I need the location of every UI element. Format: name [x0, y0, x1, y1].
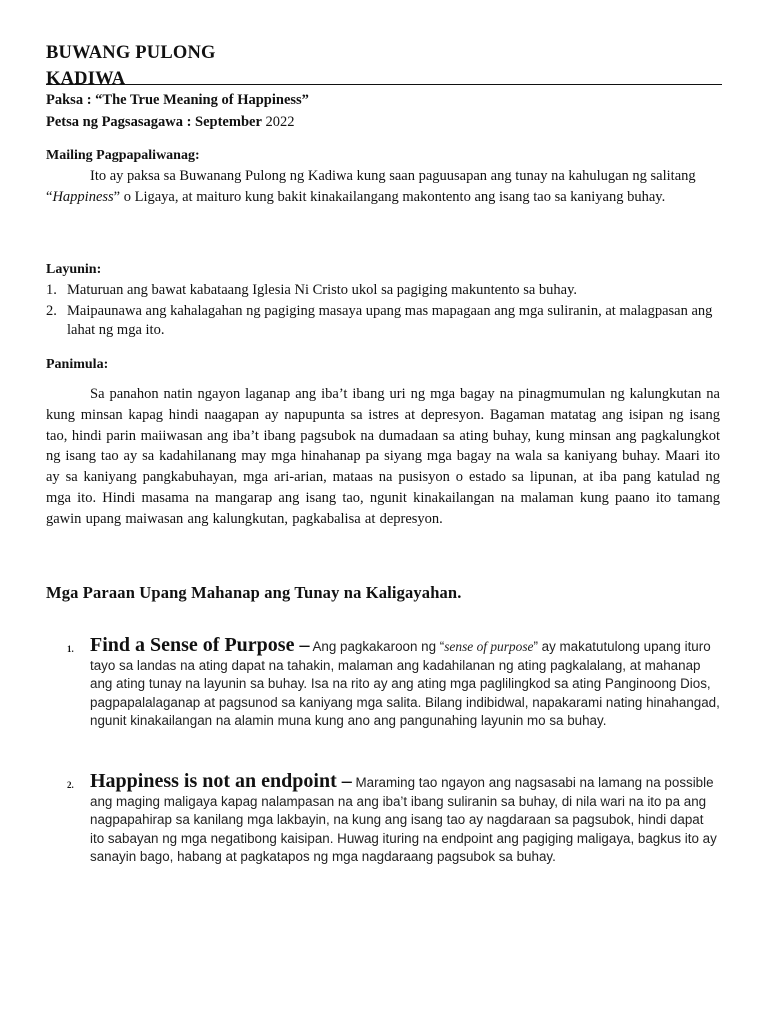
date-line — [46, 111, 720, 133]
objective-text: Maipaunawa ang kahalagahan ng pagiging masaya upang mas mapagaan ang mga suliranin, at malagpasan ang lahat ng mga ito. — [67, 303, 713, 338]
explanation-heading: Mailing Pagpapaliwanag: — [46, 148, 200, 163]
explanation-section — [46, 148, 720, 208]
explanation-text-b: ” o Ligaya, at maituro kung bakit kinakailangang makontento ang isang tao sa kaniyang buhay. — [113, 188, 666, 205]
way-italic: sense of purpose — [444, 639, 534, 654]
explanation-text-a: Ito ay paksa sa Buwanang Pulong ng Kadiwa kung saan paguusapan ang tunay na kahulugan ng salitang “ — [46, 168, 696, 205]
way-title: Find a Sense of Purpose – — [90, 634, 310, 656]
title-line-2: KADIWA — [46, 69, 126, 89]
title-line-1: BUWANG PULONG — [46, 43, 216, 63]
way-item-2 — [67, 772, 720, 867]
ways-heading: Mga Paraan Upang Mahanap ang Tunay na Kaligayahan. — [46, 583, 462, 602]
topic-value: “The True Meaning of Happiness” — [95, 92, 309, 108]
objectives-section — [0, 262, 720, 340]
way-rest: ” ay makatutulong upang ituro tayo sa landas na ating dapat na tahakin, malaman ang kadahilanan ng ating pagkalalang, at mahanap ang ating tunay na layunin sa buhay. Isa na rito ay ang ating mga paglilingkod sa ating Panginoong Dios, pagpapalalaganap at pagsunod sa kaniyang mga salita. Bilang indibidwal, napakarami nating hinahangad, ngunit kinakailangan na alamin muna kung ano ang pangunahing layunin mo sa buhay. — [90, 639, 720, 729]
objective-item — [0, 302, 720, 340]
way-text — [90, 772, 720, 867]
way-number: 1. — [67, 644, 74, 654]
objective-number: 1. — [46, 282, 57, 298]
date-label: Petsa ng Pagsasagawa : — [46, 114, 196, 130]
topic-label: Paksa : — [46, 92, 96, 108]
date-month: September — [195, 114, 262, 130]
objective-item — [0, 281, 720, 300]
way-lead: Maraming tao ngayon ang nagsasabi na lamang na possible ang maging maligaya kapag nalampasan na ang iba’t ibang suliranin sa buhay, di nila wari na ito pa ang nagpapahirap sa kanilang mga lakbayin, na kung ang isang tao ay nagdaraan sa pagsubok, hindi dapat ito sabayan ng mga negatibong kaisipan. Huwag ituring na endpoint ang pagiging maligaya, bagkus ito ay sanayin bago, habang at pagkatapos ng mga nagdaraang pagsubok sa buhay. — [90, 775, 717, 865]
way-lead: Ang pagkakaroon ng “ — [309, 639, 445, 654]
way-title: Happiness is not an endpoint – — [90, 770, 352, 792]
meta-section — [46, 89, 720, 133]
objective-number: 2. — [46, 303, 57, 319]
objective-text: Maturuan ang bawat kabataang Iglesia Ni Cristo ukol sa pagiging makuntento sa buhay. — [67, 282, 578, 298]
introduction-section — [46, 357, 720, 530]
objectives-list — [0, 281, 720, 340]
introduction-heading: Panimula: — [46, 357, 109, 372]
way-text — [90, 636, 720, 731]
explanation-text — [46, 166, 720, 208]
ways-heading-block — [46, 583, 720, 603]
topic-line — [46, 89, 720, 111]
way-item-1 — [67, 636, 720, 731]
date-year: 2022 — [261, 114, 295, 130]
title-divider — [46, 84, 722, 85]
explanation-italic: Happiness — [52, 188, 114, 205]
introduction-text: Sa panahon natin ngayon laganap ang iba’t ibang uri ng mga bagay na pinagmumulan ng kalungkutan na kung minsan kapag hindi naagapan ay napupunta sa istres at depresyon. Bagaman matatag ang isipan ng isang tao, hindi parin maiiwasan ang iba’t ibang pagsubok na dumadaan sa ating buhay, kung minsan ang pagkalungkot ng isang tao ay sa kadahilanang may mga hinahanap pa siyang mga bagay na wala sa kaniyang buhay. Maari ito ay sa kaniyang pangkabuhayan, mga ari-arian, mataas na pusisyon o estado sa lipunan, at iba pang katulad ng mga ito. Hindi masama na mangarap ang isang tao, ngunit kinakailangan na malaman kung paano ito tamang gawin upang maiwasan ang kalungkutan, pagkabalisa at depresyon. — [46, 386, 720, 527]
objectives-heading: Layunin: — [46, 262, 102, 277]
way-number: 2. — [67, 780, 74, 790]
